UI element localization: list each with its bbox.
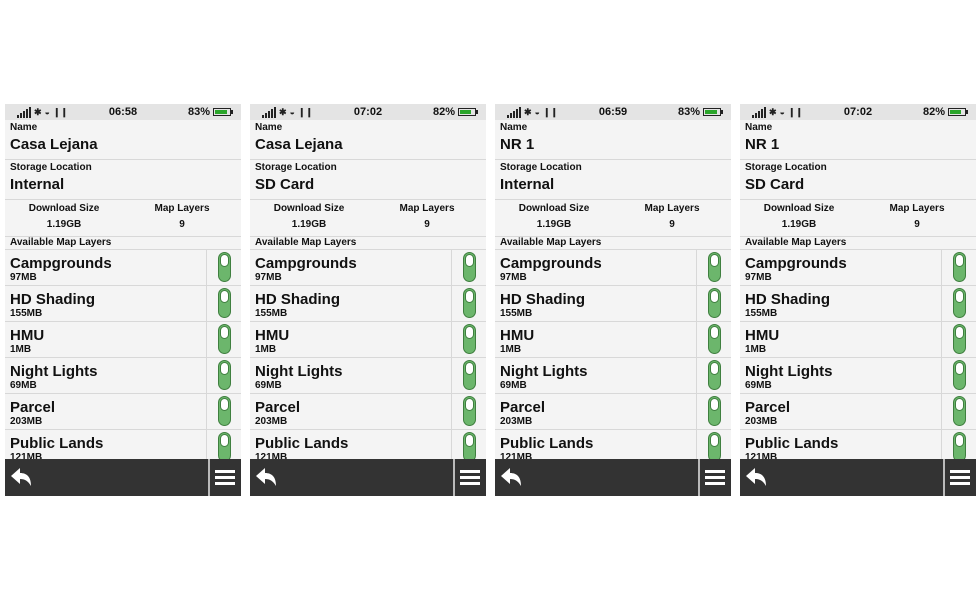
layer-toggle-cell bbox=[206, 358, 241, 393]
battery-percent: 82% bbox=[922, 106, 945, 118]
layer-toggle-cell bbox=[696, 286, 731, 321]
layer-name: Campgrounds bbox=[745, 255, 847, 272]
download-stats bbox=[495, 200, 731, 237]
layer-row bbox=[495, 285, 731, 321]
layer-size: 121MB bbox=[500, 452, 533, 459]
bluetooth-icon: ✱ bbox=[524, 107, 532, 117]
toggle-knob bbox=[220, 326, 229, 339]
status-bar bbox=[250, 104, 486, 120]
download-stats bbox=[250, 200, 486, 237]
bottom-bar bbox=[740, 459, 976, 496]
wifi-icon: ◒ bbox=[44, 107, 50, 117]
map-layers-stat bbox=[123, 203, 241, 230]
layer-row bbox=[495, 393, 731, 429]
layer-row bbox=[250, 429, 486, 459]
layer-toggle-cell bbox=[696, 250, 731, 285]
toggle-knob bbox=[220, 254, 229, 267]
layer-size: 97MB bbox=[500, 272, 527, 283]
layer-row bbox=[740, 249, 976, 285]
layer-toggle-cell bbox=[206, 322, 241, 357]
download-size-value: 1.19GB bbox=[291, 219, 327, 230]
layer-toggle-cell bbox=[696, 430, 731, 459]
toggle-knob bbox=[465, 326, 474, 339]
toggle-knob bbox=[710, 434, 719, 447]
layer-name: Public Lands bbox=[255, 435, 349, 452]
layer-row bbox=[250, 393, 486, 429]
bottom-bar bbox=[495, 459, 731, 496]
name-field[interactable] bbox=[740, 120, 976, 160]
vibrate-icon: ❙❙ bbox=[52, 107, 69, 117]
download-size-stat bbox=[495, 203, 613, 230]
map-layers-label: Map Layers bbox=[399, 203, 455, 214]
layer-name: Public Lands bbox=[10, 435, 104, 452]
layer-row bbox=[740, 429, 976, 459]
layer-row bbox=[495, 321, 731, 357]
map-layers-label: Map Layers bbox=[889, 203, 945, 214]
device-screen bbox=[740, 104, 976, 496]
layer-toggle-cell bbox=[451, 322, 486, 357]
toggle-knob bbox=[710, 362, 719, 375]
layer-size: 1MB bbox=[10, 344, 32, 355]
layer-toggle-cell bbox=[451, 430, 486, 459]
name-label: Name bbox=[500, 122, 528, 133]
layer-size: 69MB bbox=[10, 380, 37, 391]
map-layers-label: Map Layers bbox=[154, 203, 210, 214]
download-size-value: 1.19GB bbox=[781, 219, 817, 230]
download-size-label: Download Size bbox=[763, 203, 835, 214]
map-layers-label: Map Layers bbox=[644, 203, 700, 214]
storage-location-value: Internal bbox=[10, 176, 65, 193]
map-layers-value: 9 bbox=[424, 219, 430, 230]
download-size-stat bbox=[250, 203, 368, 230]
layer-toggle[interactable] bbox=[708, 432, 721, 459]
download-stats bbox=[740, 200, 976, 237]
layer-row bbox=[740, 285, 976, 321]
storage-location-field[interactable] bbox=[495, 160, 731, 200]
layer-name: Parcel bbox=[10, 399, 56, 416]
menu-button[interactable] bbox=[698, 459, 731, 496]
layer-name: Night Lights bbox=[745, 363, 833, 380]
map-layers-value: 9 bbox=[179, 219, 185, 230]
back-button[interactable] bbox=[740, 459, 780, 496]
available-layers-heading: Available Map Layers bbox=[10, 237, 112, 248]
layer-name: Night Lights bbox=[255, 363, 343, 380]
layer-size: 69MB bbox=[255, 380, 282, 391]
name-label: Name bbox=[255, 122, 283, 133]
clock: 07:02 bbox=[843, 106, 873, 118]
toggle-knob bbox=[710, 326, 719, 339]
layer-list[interactable] bbox=[250, 249, 486, 459]
vibrate-icon: ❙❙ bbox=[297, 107, 314, 117]
layer-toggle[interactable] bbox=[953, 324, 966, 354]
layer-toggle-cell bbox=[941, 430, 976, 459]
layer-row bbox=[5, 429, 241, 459]
layer-toggle-cell bbox=[451, 394, 486, 429]
wifi-icon: ◒ bbox=[779, 107, 785, 117]
map-layers-stat bbox=[858, 203, 976, 230]
clock: 06:59 bbox=[598, 106, 628, 118]
layer-toggle-cell bbox=[451, 358, 486, 393]
layer-toggle[interactable] bbox=[463, 360, 476, 390]
layer-row bbox=[250, 249, 486, 285]
layer-size: 203MB bbox=[745, 416, 778, 427]
layer-row bbox=[5, 321, 241, 357]
layer-size: 97MB bbox=[10, 272, 37, 283]
layer-row bbox=[495, 429, 731, 459]
toggle-knob bbox=[465, 398, 474, 411]
layer-toggle[interactable] bbox=[218, 396, 231, 426]
layer-toggle[interactable] bbox=[708, 396, 721, 426]
name-value: Casa Lejana bbox=[255, 136, 343, 153]
layer-row bbox=[740, 393, 976, 429]
bluetooth-icon: ✱ bbox=[34, 107, 42, 117]
layer-toggle[interactable] bbox=[708, 324, 721, 354]
layer-size: 69MB bbox=[745, 380, 772, 391]
battery-icon bbox=[213, 108, 231, 116]
layer-toggle[interactable] bbox=[953, 396, 966, 426]
layer-row bbox=[5, 285, 241, 321]
layer-size: 1MB bbox=[500, 344, 522, 355]
layer-name: HMU bbox=[255, 327, 290, 344]
layer-size: 69MB bbox=[500, 380, 527, 391]
toggle-knob bbox=[710, 254, 719, 267]
bluetooth-icon: ✱ bbox=[279, 107, 287, 117]
layer-size: 1MB bbox=[255, 344, 277, 355]
battery-status bbox=[433, 106, 476, 118]
layer-toggle-cell bbox=[941, 358, 976, 393]
bottom-bar bbox=[5, 459, 241, 496]
layer-name: HD Shading bbox=[500, 291, 585, 308]
layer-toggle[interactable] bbox=[708, 360, 721, 390]
device-screen bbox=[5, 104, 241, 496]
layer-row bbox=[250, 285, 486, 321]
layer-size: 203MB bbox=[10, 416, 43, 427]
layer-toggle[interactable] bbox=[463, 396, 476, 426]
layer-toggle-cell bbox=[451, 250, 486, 285]
layer-row bbox=[495, 357, 731, 393]
download-size-label: Download Size bbox=[273, 203, 345, 214]
map-layers-stat bbox=[368, 203, 486, 230]
storage-location-field[interactable] bbox=[740, 160, 976, 200]
layer-toggle[interactable] bbox=[218, 360, 231, 390]
layer-name: Public Lands bbox=[500, 435, 594, 452]
menu-button[interactable] bbox=[943, 459, 976, 496]
toggle-knob bbox=[955, 362, 964, 375]
name-value: NR 1 bbox=[500, 136, 535, 153]
layer-name: Public Lands bbox=[745, 435, 839, 452]
map-layers-value: 9 bbox=[914, 219, 920, 230]
toggle-knob bbox=[220, 290, 229, 303]
layer-name: HMU bbox=[745, 327, 780, 344]
layer-name: Parcel bbox=[500, 399, 546, 416]
layer-toggle-cell bbox=[941, 394, 976, 429]
storage-location-label: Storage Location bbox=[500, 162, 582, 173]
toggle-knob bbox=[465, 434, 474, 447]
toggle-knob bbox=[465, 362, 474, 375]
layer-list[interactable] bbox=[495, 249, 731, 459]
available-layers-heading: Available Map Layers bbox=[500, 237, 602, 248]
layer-toggle[interactable] bbox=[463, 288, 476, 318]
back-button[interactable] bbox=[495, 459, 535, 496]
layer-toggle-cell bbox=[451, 286, 486, 321]
battery-percent: 82% bbox=[432, 106, 455, 118]
name-label: Name bbox=[10, 122, 38, 133]
layer-toggle[interactable] bbox=[463, 432, 476, 459]
layer-toggle-cell bbox=[696, 358, 731, 393]
toggle-knob bbox=[710, 398, 719, 411]
name-field[interactable] bbox=[495, 120, 731, 160]
name-value: NR 1 bbox=[745, 136, 780, 153]
available-layers-heading: Available Map Layers bbox=[745, 237, 847, 248]
layer-toggle-cell bbox=[206, 394, 241, 429]
layer-toggle[interactable] bbox=[953, 252, 966, 282]
toggle-knob bbox=[710, 290, 719, 303]
battery-status bbox=[923, 106, 966, 118]
toggle-knob bbox=[465, 254, 474, 267]
layer-toggle-cell bbox=[941, 250, 976, 285]
layer-toggle[interactable] bbox=[218, 252, 231, 282]
storage-location-label: Storage Location bbox=[10, 162, 92, 173]
wifi-icon: ◒ bbox=[534, 107, 540, 117]
layer-toggle[interactable] bbox=[463, 252, 476, 282]
toggle-knob bbox=[955, 290, 964, 303]
battery-icon bbox=[458, 108, 476, 116]
layer-list[interactable] bbox=[740, 249, 976, 459]
toggle-knob bbox=[955, 326, 964, 339]
layer-name: Parcel bbox=[745, 399, 791, 416]
vibrate-icon: ❙❙ bbox=[787, 107, 804, 117]
layer-name: Night Lights bbox=[500, 363, 588, 380]
layer-name: Campgrounds bbox=[500, 255, 602, 272]
layer-name: Campgrounds bbox=[10, 255, 112, 272]
storage-location-label: Storage Location bbox=[745, 162, 827, 173]
status-bar bbox=[5, 104, 241, 120]
layer-size: 97MB bbox=[745, 272, 772, 283]
available-layers-heading: Available Map Layers bbox=[255, 237, 357, 248]
name-value: Casa Lejana bbox=[10, 136, 98, 153]
map-layers-stat bbox=[613, 203, 731, 230]
storage-location-value: SD Card bbox=[255, 176, 315, 193]
layer-size: 121MB bbox=[10, 452, 43, 459]
back-arrow-icon bbox=[5, 459, 45, 496]
download-size-stat bbox=[740, 203, 858, 230]
bottom-bar bbox=[250, 459, 486, 496]
battery-percent: 83% bbox=[677, 106, 700, 118]
layer-row bbox=[740, 357, 976, 393]
menu-button[interactable] bbox=[453, 459, 486, 496]
layer-toggle-cell bbox=[206, 250, 241, 285]
back-arrow-icon bbox=[250, 459, 290, 496]
download-size-label: Download Size bbox=[518, 203, 590, 214]
storage-location-value: Internal bbox=[500, 176, 555, 193]
layer-size: 155MB bbox=[745, 308, 778, 319]
layer-toggle[interactable] bbox=[218, 288, 231, 318]
layer-row bbox=[495, 249, 731, 285]
storage-location-field[interactable] bbox=[250, 160, 486, 200]
battery-percent: 83% bbox=[187, 106, 210, 118]
battery-status bbox=[188, 106, 231, 118]
battery-icon bbox=[948, 108, 966, 116]
name-label: Name bbox=[745, 122, 773, 133]
device-screen bbox=[495, 104, 731, 496]
layer-row bbox=[5, 357, 241, 393]
battery-status bbox=[678, 106, 721, 118]
storage-location-field[interactable] bbox=[5, 160, 241, 200]
wifi-icon: ◒ bbox=[289, 107, 295, 117]
layer-name: Parcel bbox=[255, 399, 301, 416]
storage-location-label: Storage Location bbox=[255, 162, 337, 173]
download-size-stat bbox=[5, 203, 123, 230]
layer-toggle-cell bbox=[206, 430, 241, 459]
layer-size: 121MB bbox=[255, 452, 288, 459]
layer-toggle-cell bbox=[941, 286, 976, 321]
layer-row bbox=[740, 321, 976, 357]
toggle-knob bbox=[955, 398, 964, 411]
layer-name: HMU bbox=[10, 327, 45, 344]
clock: 06:58 bbox=[108, 106, 138, 118]
back-arrow-icon bbox=[740, 459, 780, 496]
layer-name: HMU bbox=[500, 327, 535, 344]
bluetooth-icon: ✱ bbox=[769, 107, 777, 117]
download-size-label: Download Size bbox=[28, 203, 100, 214]
layer-toggle[interactable] bbox=[708, 252, 721, 282]
toggle-knob bbox=[955, 434, 964, 447]
layer-list[interactable] bbox=[5, 249, 241, 459]
layer-toggle[interactable] bbox=[953, 432, 966, 459]
toggle-knob bbox=[955, 254, 964, 267]
map-layers-value: 9 bbox=[669, 219, 675, 230]
battery-icon bbox=[703, 108, 721, 116]
status-bar bbox=[495, 104, 731, 120]
layer-size: 155MB bbox=[255, 308, 288, 319]
device-screen bbox=[250, 104, 486, 496]
menu-button[interactable] bbox=[208, 459, 241, 496]
back-button[interactable] bbox=[250, 459, 290, 496]
back-button[interactable] bbox=[5, 459, 45, 496]
layer-size: 121MB bbox=[745, 452, 778, 459]
name-field[interactable] bbox=[250, 120, 486, 160]
layer-size: 155MB bbox=[500, 308, 533, 319]
name-field[interactable] bbox=[5, 120, 241, 160]
download-stats bbox=[5, 200, 241, 237]
download-size-value: 1.19GB bbox=[46, 219, 82, 230]
layer-size: 155MB bbox=[10, 308, 43, 319]
layer-toggle-cell bbox=[696, 394, 731, 429]
layer-row bbox=[5, 249, 241, 285]
layer-name: HD Shading bbox=[10, 291, 95, 308]
layer-toggle[interactable] bbox=[218, 432, 231, 459]
status-bar bbox=[740, 104, 976, 120]
toggle-knob bbox=[220, 398, 229, 411]
toggle-knob bbox=[220, 434, 229, 447]
layer-toggle[interactable] bbox=[463, 324, 476, 354]
layer-toggle[interactable] bbox=[708, 288, 721, 318]
layer-toggle[interactable] bbox=[953, 360, 966, 390]
layer-size: 1MB bbox=[745, 344, 767, 355]
layer-row bbox=[5, 393, 241, 429]
download-size-value: 1.19GB bbox=[536, 219, 572, 230]
toggle-knob bbox=[220, 362, 229, 375]
layer-row bbox=[250, 357, 486, 393]
layer-row bbox=[250, 321, 486, 357]
layer-name: Night Lights bbox=[10, 363, 98, 380]
vibrate-icon: ❙❙ bbox=[542, 107, 559, 117]
back-arrow-icon bbox=[495, 459, 535, 496]
layer-toggle-cell bbox=[696, 322, 731, 357]
layer-name: Campgrounds bbox=[255, 255, 357, 272]
clock: 07:02 bbox=[353, 106, 383, 118]
layer-name: HD Shading bbox=[745, 291, 830, 308]
layer-toggle[interactable] bbox=[953, 288, 966, 318]
layer-size: 97MB bbox=[255, 272, 282, 283]
layer-name: HD Shading bbox=[255, 291, 340, 308]
layer-toggle-cell bbox=[941, 322, 976, 357]
layer-size: 203MB bbox=[500, 416, 533, 427]
layer-size: 203MB bbox=[255, 416, 288, 427]
toggle-knob bbox=[465, 290, 474, 303]
layer-toggle[interactable] bbox=[218, 324, 231, 354]
storage-location-value: SD Card bbox=[745, 176, 805, 193]
layer-toggle-cell bbox=[206, 286, 241, 321]
